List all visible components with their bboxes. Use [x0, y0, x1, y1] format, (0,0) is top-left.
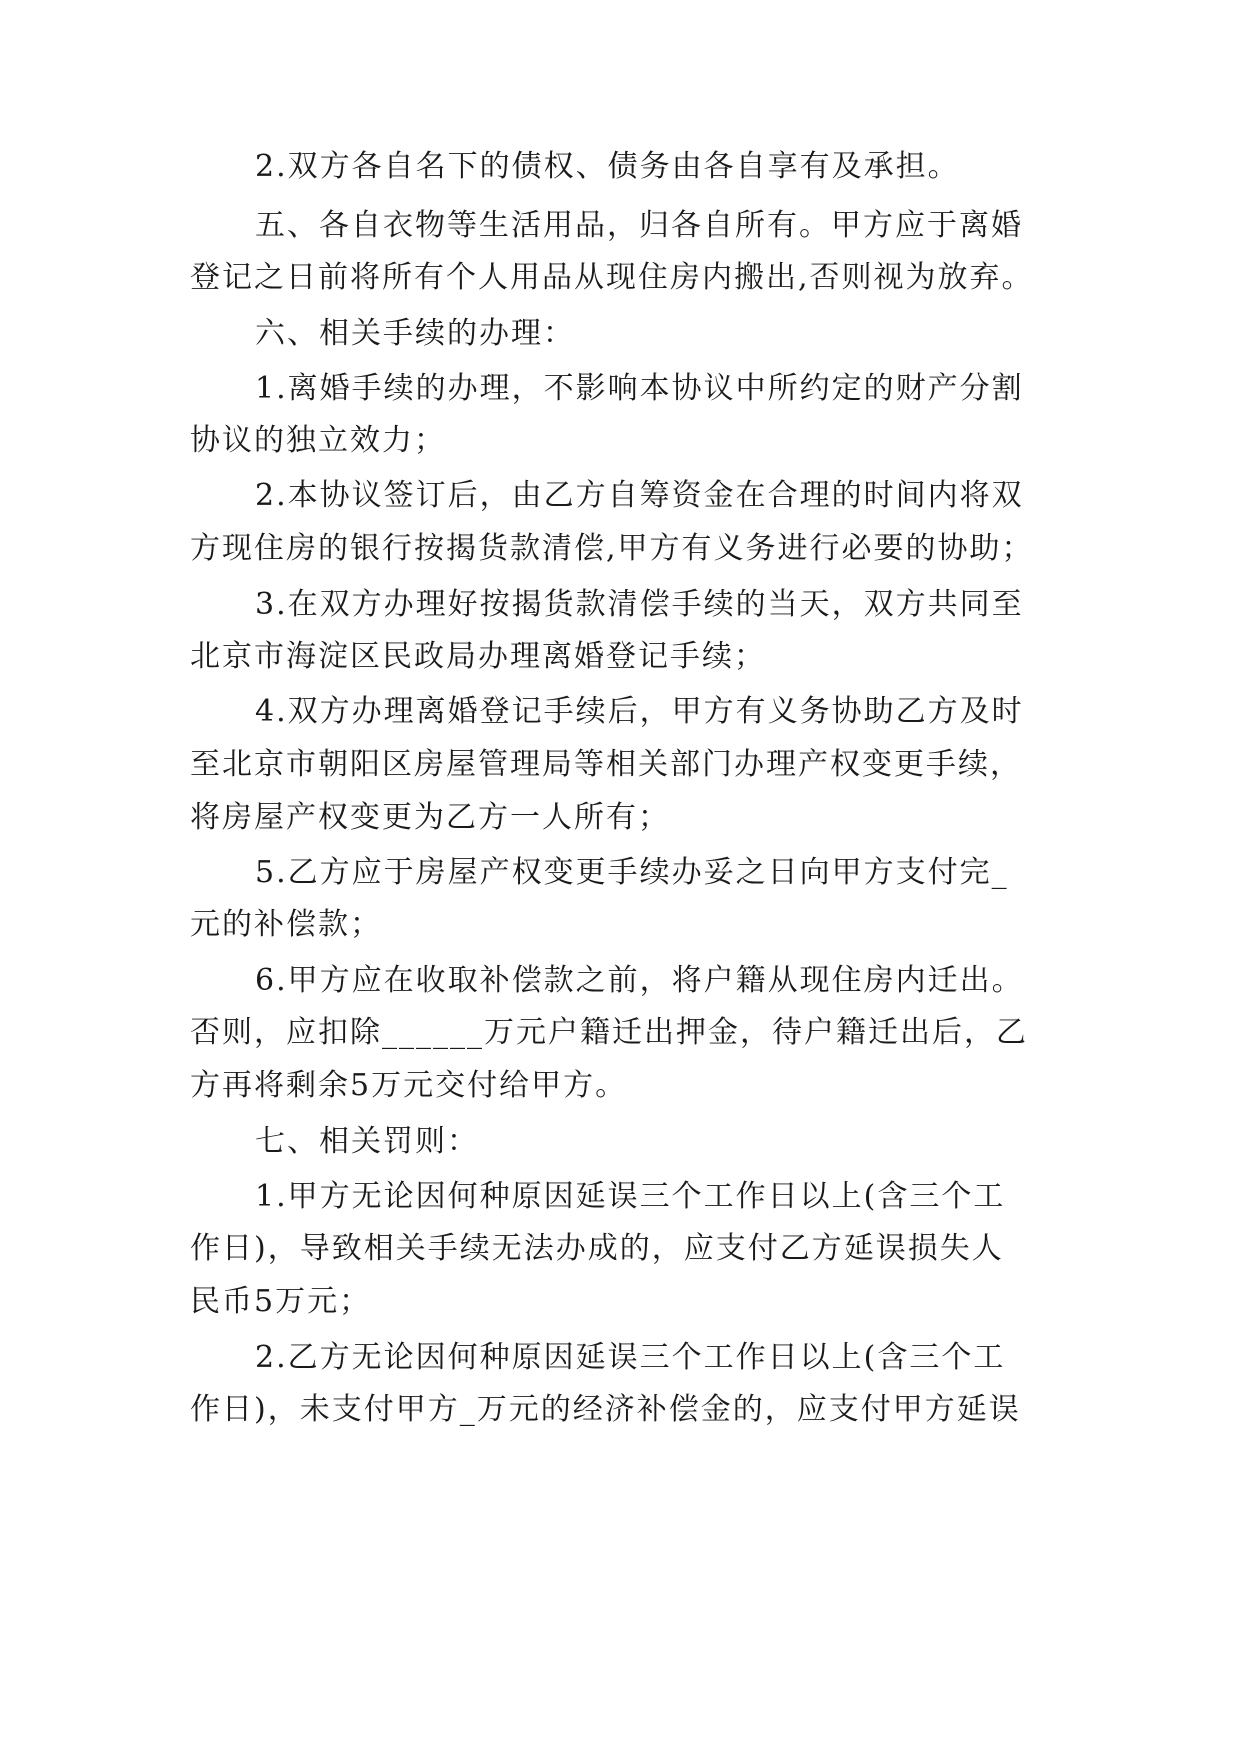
section-heading: 六、相关手续的办理：: [255, 316, 575, 351]
paragraph-line: 4.双方办理离婚登记手续后，甲方有义务协助乙方及时: [255, 694, 1024, 729]
section-heading: 七、相关罚则：: [255, 1124, 479, 1159]
paragraph-line: 元的补偿款；: [190, 907, 382, 942]
paragraph-line: 6.甲方应在收取补偿款之前，将户籍从现住房内迁出。: [255, 963, 1024, 998]
paragraph-line: 五、各自衣物等生活用品，归各自所有。甲方应于离婚: [255, 208, 1023, 243]
paragraph-line: 2.本协议签订后，由乙方自筹资金在合理的时间内将双: [255, 478, 1024, 513]
paragraph-line: 北京市海淀区民政局办理离婚登记手续；: [190, 639, 766, 674]
paragraph-line: 2.双方各自名下的债权、债务由各自享有及承担。: [255, 149, 960, 184]
paragraph-line: 1.离婚手续的办理，不影响本协议中所约定的财产分割: [255, 371, 1024, 406]
paragraph-line: 否则，应扣除______万元户籍迁出押金，待户籍迁出后，乙: [190, 1015, 1028, 1050]
paragraph-line: 3.在双方办理好按揭货款清偿手续的当天，双方共同至: [255, 587, 1024, 622]
paragraph-line: 民币5万元；: [190, 1284, 372, 1319]
paragraph-line: 方现住房的银行按揭货款清偿,甲方有义务进行必要的协助；: [190, 531, 1034, 566]
paragraph-line: 2.乙方无论因何种原因延误三个工作日以上(含三个工: [255, 1340, 1006, 1375]
paragraph-line: 至北京市朝阳区房屋管理局等相关部门办理产权变更手续，: [190, 747, 1022, 782]
paragraph-line: 登记之日前将所有个人用品从现住房内搬出,否则视为放弃。: [190, 260, 1034, 295]
paragraph-line: 5.乙方应于房屋产权变更手续办妥之日向甲方支付完_: [255, 855, 1009, 890]
paragraph-line: 将房屋产权变更为乙方一人所有；: [190, 800, 670, 835]
paragraph-line: 1.甲方无论因何种原因延误三个工作日以上(含三个工: [255, 1179, 1006, 1214]
paragraph-line: 作日)，未支付甲方_万元的经济补偿金的，应支付甲方延误: [190, 1392, 1021, 1427]
paragraph-line: 作日)，导致相关手续无法办成的，应支付乙方延误损失人: [190, 1231, 1004, 1266]
paragraph-line: 协议的独立效力；: [190, 423, 446, 458]
paragraph-line: 方再将剩余5万元交付给甲方。: [190, 1068, 628, 1103]
